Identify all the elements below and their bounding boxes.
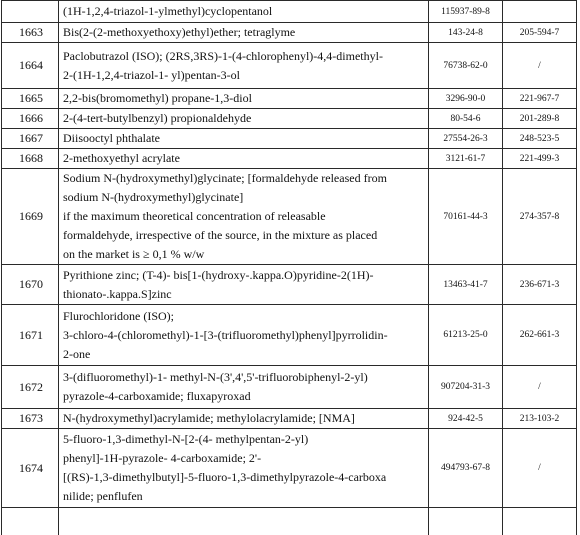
ec-number-cell: / [503, 429, 577, 508]
cas-number-cell: 80-54-6 [429, 109, 503, 129]
substance-name-line: N-(hydroxymethyl)acrylamide; methylolacrylamide; [NMA] [63, 411, 355, 425]
entry-number-cell: 1673 [2, 409, 59, 429]
substance-name-line: Diisooctyl phthalate [63, 131, 160, 145]
table-row [2, 23, 577, 43]
substance-name-line: 3-chloro-4-(chloromethyl)-1-[3-(trifluoromethyl)phenyl]pyrrolidin- [63, 327, 388, 342]
substance-name-line: 2-one [63, 346, 91, 361]
substance-name-line: pyrazole-4-carboxamide; fluxapyroxad [63, 389, 251, 403]
table-row [2, 305, 577, 366]
substance-table [1, 0, 577, 535]
entry-number-cell: 1665 [2, 89, 59, 109]
entry-number-cell [2, 508, 59, 535]
entry-number-cell: 1671 [2, 305, 59, 366]
substance-name-line: 5-fluoro-1,3-dimethyl-N-[2-(4- methylpentan-2-yl) [63, 432, 309, 446]
substance-name-cell [59, 169, 429, 265]
substance-name-line: Flurochloridone (ISO); [63, 308, 174, 323]
substance-name-cell [59, 109, 429, 129]
cas-number-cell: 13463-41-7 [429, 265, 503, 305]
cas-number-cell: 115937-89-8 [429, 1, 503, 23]
substance-name-line: formaldehyde, irrespective of the source, in the mixture as placed [63, 228, 378, 242]
table-row [2, 43, 577, 89]
substance-name-line: 2-(1H-1,2,4-triazol-1- yl)pentan-3-ol [63, 67, 240, 82]
ec-number-cell: / [503, 366, 577, 409]
substance-name-cell [59, 149, 429, 169]
substance-name-line: 3-(difluoromethyl)-1- methyl-N-(3',4',5'-trifluorobiphenyl-2-yl) [63, 370, 368, 384]
substance-name-line: 2-methoxyethyl acrylate [63, 151, 180, 165]
ec-number-cell [503, 508, 577, 535]
substance-name-cell [59, 409, 429, 429]
entry-number-cell: 1672 [2, 366, 59, 409]
substance-name-line: Paclobutrazol (ISO); (2RS,3RS)-1-(4-chlorophenyl)-4,4-dimethyl- [63, 48, 383, 63]
table-row [2, 1, 577, 23]
cas-number-cell: 494793-67-8 [429, 429, 503, 508]
cas-number-cell: 3121-61-7 [429, 149, 503, 169]
substance-name-line: thionato-.kappa.S]zinc [63, 286, 172, 301]
cas-number-cell: 70161-44-3 [429, 169, 503, 265]
entry-number-cell [2, 1, 59, 23]
ec-number-cell: / [503, 43, 577, 89]
table-row [2, 109, 577, 129]
substance-name-line: on the market is ≥ 0,1 % w/w [63, 247, 205, 261]
ec-number-cell: 221-967-7 [503, 89, 577, 109]
substance-name-cell [59, 43, 429, 89]
substance-name-line: 2,2-bis(bromomethyl) propane-1,3-diol [63, 91, 252, 105]
substance-name-line: Sodium N-(hydroxymethyl)glycinate; [formaldehyde released from [63, 171, 387, 185]
substance-name-cell [59, 129, 429, 149]
entry-number-cell: 1664 [2, 43, 59, 89]
substance-name-line: sodium N-(hydroxymethyl)glycinate] [63, 190, 244, 204]
substance-name-line: nilide; penflufen [63, 489, 143, 503]
ec-number-cell: 274-357-8 [503, 169, 577, 265]
cas-number-cell: 3296-90-0 [429, 89, 503, 109]
table-row [2, 89, 577, 109]
table-row [2, 409, 577, 429]
table-row [2, 169, 577, 265]
entry-number-cell: 1669 [2, 169, 59, 265]
ec-number-cell: 221-499-3 [503, 149, 577, 169]
cas-number-cell: 27554-26-3 [429, 129, 503, 149]
substance-name-line: [(RS)-1,3-dimethylbutyl]-5-fluoro-1,3-dimethylpyrazole-4-carboxa [63, 470, 387, 484]
substance-table-body [2, 1, 577, 535]
cas-number-cell: 924-42-5 [429, 409, 503, 429]
ec-number-cell: 236-671-3 [503, 265, 577, 305]
substance-name-cell [59, 429, 429, 508]
ec-number-cell: 262-661-3 [503, 305, 577, 366]
cas-number-cell: 143-24-8 [429, 23, 503, 43]
entry-number-cell: 1674 [2, 429, 59, 508]
entry-number-cell: 1663 [2, 23, 59, 43]
ec-number-cell: 213-103-2 [503, 409, 577, 429]
substance-name-cell [59, 89, 429, 109]
substance-name-line: (1H-1,2,4-triazol-1-ylmethyl)cyclopentanol [63, 4, 273, 18]
substance-name-cell [59, 265, 429, 305]
substance-name-line: if the maximum theoretical concentration of releasable [63, 209, 326, 223]
entry-number-cell: 1670 [2, 265, 59, 305]
substance-name-cell [59, 366, 429, 409]
table-row [2, 149, 577, 169]
cas-number-cell: 907204-31-3 [429, 366, 503, 409]
table-row [2, 366, 577, 409]
ec-number-cell: 205-594-7 [503, 23, 577, 43]
table-row [2, 265, 577, 305]
table-row [2, 429, 577, 508]
entry-number-cell: 1666 [2, 109, 59, 129]
table-row [2, 508, 577, 535]
substance-name-cell [59, 1, 429, 23]
substance-name-cell [59, 305, 429, 366]
cas-number-cell: 76738-62-0 [429, 43, 503, 89]
table-row [2, 129, 577, 149]
ec-number-cell: 201-289-8 [503, 109, 577, 129]
substance-name-line: Bis(2-(2-methoxyethoxy)ethyl)ether; tetraglyme [63, 25, 296, 39]
ec-number-cell [503, 1, 577, 23]
entry-number-cell: 1668 [2, 149, 59, 169]
cas-number-cell: 61213-25-0 [429, 305, 503, 366]
ec-number-cell: 248-523-5 [503, 129, 577, 149]
entry-number-cell: 1667 [2, 129, 59, 149]
cas-number-cell [429, 508, 503, 535]
substance-name-cell [59, 23, 429, 43]
substance-name-line: 2-(4-tert-butylbenzyl) propionaldehyde [63, 111, 252, 125]
substance-name-line: phenyl]-1H-pyrazole- 4-carboxamide; 2'- [63, 451, 262, 465]
substance-name-line: Pyrithione zinc; (T-4)- bis[1-(hydroxy-.kappa.O)pyridine-2(1H)- [63, 267, 374, 282]
substance-name-cell [59, 508, 429, 535]
